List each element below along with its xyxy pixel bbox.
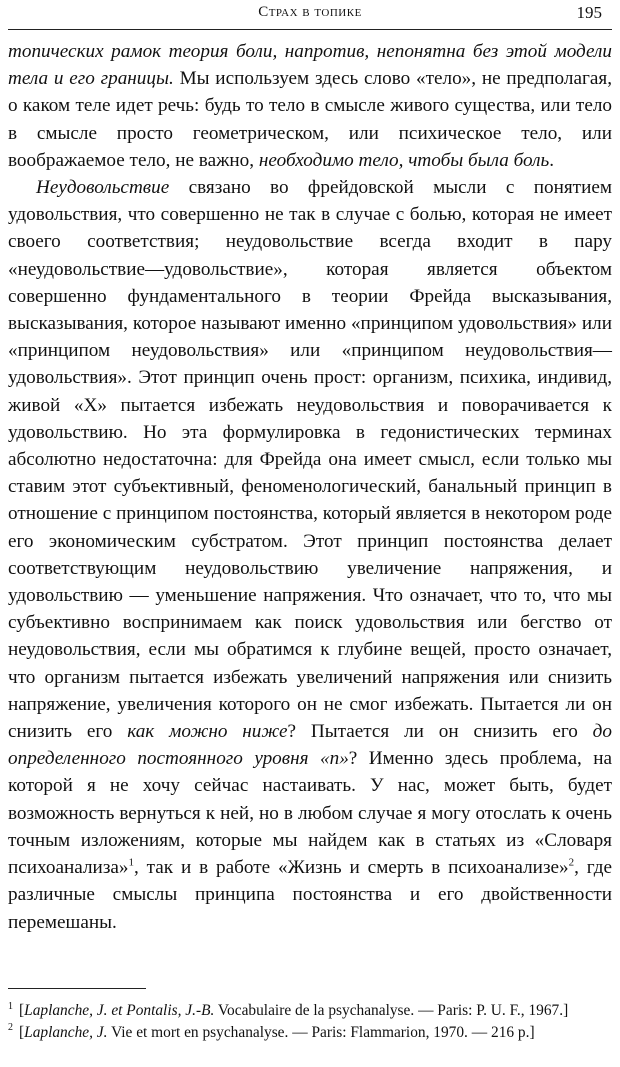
- text-run: ? Именно здесь проблема, на которой я не хочу сейчас настаивать. У нас, может быть, будет возможность вернуться к ней, но в любом случае я могу отослать к очень точным изложениям, которые мы найдем как в статьях из «Словаря психоанализа»: [8, 748, 613, 879]
- italic-text: Laplanche, J.: [24, 1023, 108, 1041]
- footnote: [8, 1022, 612, 1044]
- footnote-rule: [8, 988, 146, 989]
- italic-text: Laplanche, J. et Pontalis, J.-B.: [24, 1002, 215, 1019]
- footnote-number: 2: [8, 1022, 13, 1034]
- paragraph: [8, 38, 612, 174]
- footnote: [8, 1000, 612, 1022]
- text-run: .: [549, 149, 555, 171]
- footnotes: [8, 1000, 612, 1043]
- text-run: [: [19, 1023, 25, 1041]
- text-run: [: [19, 1002, 25, 1019]
- text-run: Мы используем здесь слово «тело», не предполагая, о каком теле идет речь: будь то тело в смысле живого существа, или тело в смысле просто геометрическом, или психическое тело, или воображаемое тело, не важно,: [8, 68, 613, 171]
- italic-text: необходимо тело, чтобы была боль: [258, 149, 550, 171]
- footnote-reference: 1: [128, 856, 135, 869]
- italic-text: как можно ниже: [127, 721, 288, 743]
- italic-text: до определенного постоянного уровня «п»: [8, 721, 612, 770]
- body-text: [8, 38, 612, 936]
- text-run: , так и в работе «Жизнь и смерть в психоанализе»: [134, 857, 569, 879]
- text-run: ? Пытается ли он снизить его: [287, 721, 593, 743]
- header-rule: [8, 29, 612, 30]
- text-run: связано во фрейдовской мысли с понятием удовольствия, что совершенно не так в случае с болью, которая не имеет своего соответствия; неудовольствие всегда входит в пару «неудовольствие—удовольствие», которая является объектом совершенно фундаментального в теории Фрейда высказывания, высказывания, которое называют именно «принципом удовольствия» или «принципом неудовольствия» или «принципом неудовольствия—удовольствия». Этот принцип очень прост: организм, психика, индивид, живой «X» пытается избежать неудовольствия и поворачивается к удовольствию. Но эта формулировка в гедонистических терминах абсолютно недостаточна: для Фрейда она имеет смысл, если только мы ставим этот субъективный, феноменологический, банальный принцип в отношение с принципом постоянства, который является в некотором роде его экономическим субстратом. Этот принцип постоянства делает соответствующим неудовольствию увеличение напряжения, и удовольствию — уменьшение напряжения. Что означает, что то, что мы субъективно воспринимаем как поиск удовольствия или бегство от неудовольствия, если мы обратимся к глубине вещей, просто означает, что организм пытается избежать увеличений напряжения или снизить напряжение, увеличения которого он не смог избежать. Пытается ли он снизить его: [8, 177, 612, 743]
- running-title: Страх в топике: [258, 4, 362, 20]
- text-run: Vocabulaire de la psychanalyse. — Paris: P. U. F., 1967.]: [214, 1002, 569, 1019]
- footnote-number: 1: [8, 1000, 13, 1012]
- paragraph: [8, 174, 612, 936]
- page-header: [0, 0, 620, 30]
- text-run: Vie et mort en psychanalyse. — Paris: Flammarion, 1970. — 216 p.]: [107, 1023, 535, 1041]
- page-number: 195: [576, 3, 602, 22]
- text-run: , где различные смыслы принципа постоянства и его двойственности перемешаны.: [8, 857, 612, 933]
- italic-text: Неудовольствие: [36, 177, 170, 199]
- footnote-reference: 2: [568, 856, 575, 869]
- italic-text: топических рамок теория боли, напротив, непонятна без этой модели тела и его границы.: [8, 41, 612, 90]
